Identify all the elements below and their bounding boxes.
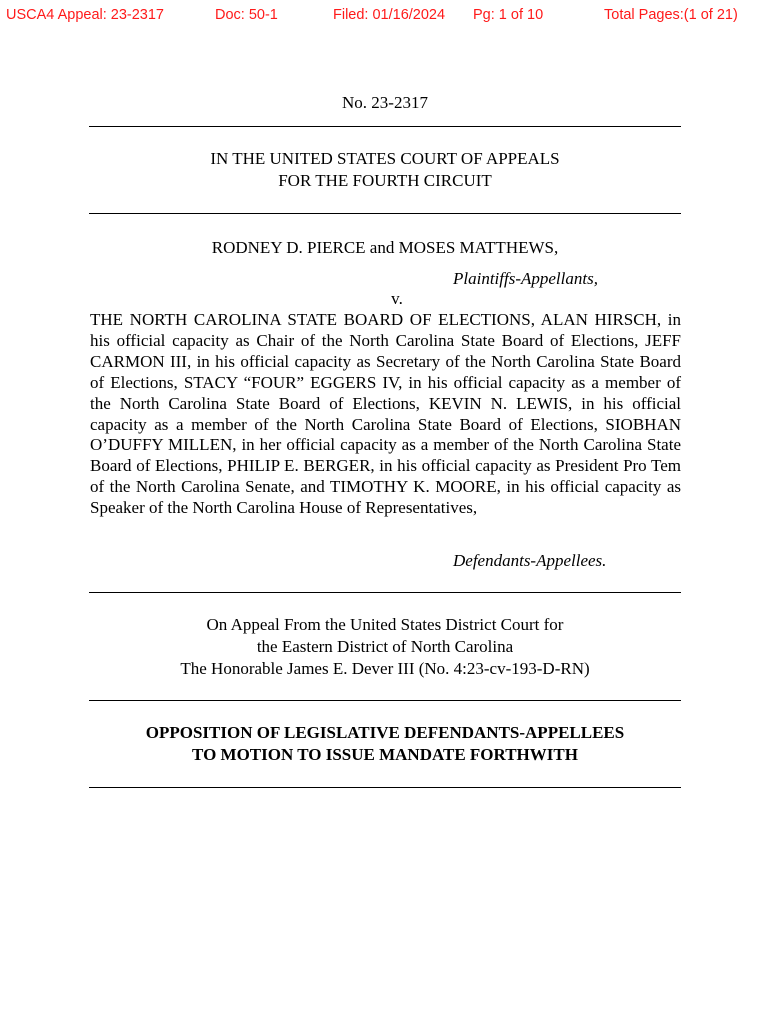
divider-rule xyxy=(89,787,681,788)
divider-rule xyxy=(89,126,681,127)
appeal-info xyxy=(89,614,681,680)
header-filed-date: Filed: 01/16/2024 xyxy=(333,7,446,23)
divider-rule xyxy=(89,592,681,593)
document-title-line-2: TO MOTION TO ISSUE MANDATE FORTHWITH xyxy=(192,745,578,764)
court-name-line-2: FOR THE FOURTH CIRCUIT xyxy=(278,171,492,190)
appeal-line-1: On Appeal From the United States District Court for xyxy=(206,615,564,634)
header-case-number: USCA4 Appeal: 23-2317 xyxy=(6,7,164,23)
court-name xyxy=(89,148,681,192)
versus: v. xyxy=(391,289,403,308)
header-page-number: Pg: 1 of 10 xyxy=(473,7,544,23)
document-title-line-1: OPPOSITION OF LEGISLATIVE DEFENDANTS-APPELLEES xyxy=(145,723,625,742)
appeal-line-2: the Eastern District of North Carolina xyxy=(256,637,514,656)
case-number: No. 23-2317 xyxy=(342,93,428,112)
divider-rule xyxy=(89,700,681,701)
court-name-line-1: IN THE UNITED STATES COURT OF APPEALS xyxy=(210,149,560,168)
plaintiffs-role: Plaintiffs-Appellants, xyxy=(453,269,598,288)
header-total-pages: Total Pages:(1 of 21) xyxy=(604,7,738,23)
defendants-role: Defendants-Appellees. xyxy=(453,551,607,570)
defendants-names: THE NORTH CAROLINA STATE BOARD OF ELECTIONS, ALAN HIRSCH, in his official capacity as Chair of the North Carolina State Board of Elections, JEFF CARMON III, in his official capacity as Secretary of the North Carolina State Board of Elections, STACY “FOUR” EGGERS IV, in his official capacity as a member of the North Carolina State Board of Elections, KEVIN N. LEWIS, in his official capacity as a member of the North Carolina State Board of Elections, SIOBHAN O’DUFFY MILLEN, in her official capacity as a member of the North Carolina State Board of Elections, PHILIP E. BERGER, in his official capacity as President Pro Tem of the North Carolina Senate, and TIMOTHY K. MOORE, in his official capacity as Speaker of the North Carolina House of Representatives, xyxy=(90,310,681,518)
divider-rule xyxy=(89,213,681,214)
header-doc-number: Doc: 50-1 xyxy=(215,7,278,23)
appeal-line-3: The Honorable James E. Dever III (No. 4:23-cv-193-D-RN) xyxy=(180,659,590,678)
filing-header xyxy=(0,7,770,27)
document-title xyxy=(89,722,681,766)
plaintiffs-names: RODNEY D. PIERCE and MOSES MATTHEWS, xyxy=(211,238,559,257)
